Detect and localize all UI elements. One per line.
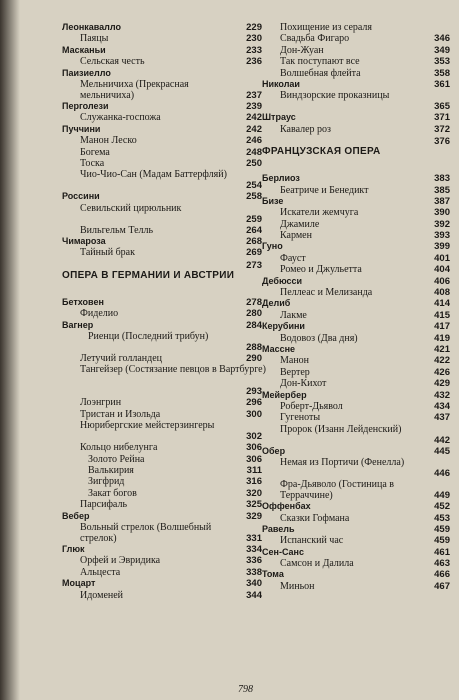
opera-entry <box>62 555 262 566</box>
entry-title: Волшебная флейта <box>280 67 361 79</box>
page-number: 798 <box>238 684 253 695</box>
entry-title: Николаи <box>262 78 300 89</box>
opera-entry <box>262 424 450 446</box>
entry-page-number: 320 <box>246 487 262 499</box>
composer-entry <box>62 320 262 331</box>
entry-title: Обер <box>262 445 286 456</box>
opera-entry <box>62 147 262 158</box>
entry-page-number: 230 <box>246 33 262 45</box>
composer-entry <box>262 569 450 580</box>
opera-entry <box>62 135 262 146</box>
composer-entry <box>262 390 450 401</box>
entry-page-number: 300 <box>246 408 262 420</box>
entry-title: Лоэнгрин <box>80 397 122 409</box>
composer-entry <box>262 547 450 558</box>
entry-title: ФРАНЦУЗСКАЯ ОПЕРА <box>262 146 381 158</box>
entry-page-number: 372 <box>434 123 450 135</box>
entry-page-number: 331 <box>246 532 262 544</box>
entry-page-number: 242 <box>246 112 262 124</box>
entry-title: Вагнер <box>62 319 94 330</box>
entry-title: Бизе <box>262 195 284 206</box>
opera-entry <box>262 287 450 298</box>
opera-entry <box>62 454 262 465</box>
entry-page-number: 288 <box>246 342 262 354</box>
entry-page-number: 269 <box>246 247 262 259</box>
opera-entry <box>62 590 262 601</box>
composer-entry <box>262 446 450 457</box>
entry-title: Тристан и Изольда <box>80 408 161 420</box>
opera-entry <box>62 169 262 191</box>
entry-title: Похищение из сераля <box>280 22 373 33</box>
entry-title: Тангейзер (Состязание певцов в Вартбурге) <box>80 364 266 376</box>
entry-title: Сен-Санс <box>262 546 304 557</box>
entry-title: Беатриче и Бенедикт <box>280 184 369 196</box>
entry-page-number: 467 <box>434 580 450 592</box>
entry-title: Вильгельм Телль <box>80 224 154 236</box>
opera-entry <box>262 310 450 321</box>
entry-title: Виндзорские проказницы <box>280 90 390 102</box>
entry-title: Пророк (Изанн Лейденский) <box>280 423 402 435</box>
entry-title: Мельничиха (Прекрасная мельничиха) <box>80 78 189 101</box>
entry-page-number: 239 <box>246 100 262 112</box>
entry-title: ОПЕРА В ГЕРМАНИИ И АВСТРИИ <box>62 269 235 281</box>
opera-entry <box>262 230 450 241</box>
entry-page-number: 233 <box>246 44 262 56</box>
entry-title: Масканьи <box>62 44 106 55</box>
entry-page-number: 376 <box>434 136 450 148</box>
entry-page-number: 417 <box>434 321 450 333</box>
opera-entry <box>62 203 262 225</box>
entry-title: Золото Рейна <box>88 453 145 465</box>
opera-entry <box>62 420 262 442</box>
composer-entry <box>62 124 262 135</box>
entry-page-number: 246 <box>246 135 262 147</box>
opera-entry <box>262 253 450 264</box>
composer-entry <box>62 68 262 79</box>
opera-entry <box>262 264 450 275</box>
composer-entry <box>262 501 450 512</box>
composer-entry <box>62 191 262 202</box>
entry-page-number: 459 <box>434 535 450 547</box>
entry-title: Валькирия <box>88 464 134 476</box>
composer-entry <box>262 241 450 252</box>
entry-title: Самсон и Далила <box>280 558 354 570</box>
entry-page-number: 306 <box>246 453 262 465</box>
entry-page-number: 258 <box>246 191 262 203</box>
opera-entry <box>62 112 262 123</box>
opera-entry <box>262 33 450 44</box>
entry-page-number: 461 <box>434 546 450 558</box>
entry-title: Манон Леско <box>80 135 137 147</box>
opera-entry <box>62 158 262 169</box>
entry-page-number: 306 <box>246 442 262 454</box>
entry-page-number: 426 <box>434 366 450 378</box>
opera-entry <box>62 465 262 476</box>
entry-title: Гугеноты <box>280 412 321 424</box>
entry-title: Альцеста <box>80 566 121 578</box>
entry-page-number: 302 <box>246 431 262 443</box>
entry-page-number: 371 <box>434 112 450 124</box>
opera-entry <box>262 90 450 112</box>
entry-page-number: 459 <box>434 523 450 535</box>
opera-entry <box>262 479 450 501</box>
entry-title: Перголези <box>62 100 109 111</box>
entry-page-number: 293 <box>246 386 262 398</box>
entry-page-number: 361 <box>434 78 450 90</box>
entry-page-number: 284 <box>246 319 262 331</box>
entry-title: Берлиоз <box>262 173 300 184</box>
entry-page-number: 446 <box>434 468 450 480</box>
entry-page-number: 237 <box>246 89 262 101</box>
entry-page-number: 349 <box>434 44 450 56</box>
entry-title: Моцарт <box>62 578 96 589</box>
entry-title: Сельская честь <box>80 56 145 68</box>
composer-entry <box>262 276 450 287</box>
composer-entry <box>62 544 262 555</box>
section-heading <box>262 135 450 173</box>
entry-page-number: 316 <box>246 476 262 488</box>
entry-title: Леонкавалло <box>62 22 121 32</box>
entry-page-number: 434 <box>434 400 450 412</box>
right-column <box>262 22 450 592</box>
opera-entry <box>262 68 450 79</box>
entry-page-number: 385 <box>434 184 450 196</box>
entry-title: Севильский цирюльник <box>80 202 182 214</box>
entry-page-number: 353 <box>434 56 450 68</box>
composer-entry <box>62 45 262 56</box>
entry-title: Тайный брак <box>80 247 135 259</box>
entry-page-number: 311 <box>246 464 262 476</box>
entry-title: Кармен <box>280 230 312 242</box>
entry-title: Немая из Портичи (Фенелла) <box>280 457 405 469</box>
composer-entry <box>62 511 262 522</box>
opera-entry <box>62 488 262 499</box>
opera-entry <box>62 79 262 101</box>
composer-entry <box>262 344 450 355</box>
entry-title: Штраус <box>262 112 296 123</box>
entry-title: Водовоз (Два дня) <box>280 332 358 344</box>
entry-title: Вертер <box>280 366 310 378</box>
entry-title: Вебер <box>62 510 90 521</box>
entry-title: Парсифаль <box>80 499 128 511</box>
entry-title: Служанка-госпожа <box>80 112 161 124</box>
entry-title: Искатели жемчуга <box>280 207 359 219</box>
entry-page-number: 452 <box>434 501 450 513</box>
opera-entry <box>262 401 450 412</box>
opera-entry <box>62 364 266 398</box>
entry-title: Испанский час <box>280 535 344 547</box>
entry-page-number: 329 <box>246 510 262 522</box>
entry-title: Манон <box>280 355 310 367</box>
opera-entry <box>62 499 262 510</box>
opera-entry <box>262 558 450 569</box>
entry-page-number: 334 <box>246 543 262 555</box>
entry-title: Фра-Дьяволо (Гостиница в Терраччине) <box>280 479 395 502</box>
opera-entry <box>62 33 262 44</box>
entry-title: Чимароза <box>62 236 106 247</box>
entry-title: Богема <box>80 146 110 158</box>
entry-title: Свадьба Фигаро <box>280 33 350 45</box>
entry-page-number: 365 <box>434 101 450 113</box>
entry-page-number: 437 <box>434 412 450 424</box>
opera-entry <box>62 522 262 544</box>
entry-title: Так поступают все <box>280 56 360 68</box>
entry-title: Лакме <box>280 309 307 321</box>
opera-entry <box>262 457 450 479</box>
opera-entry <box>262 45 450 56</box>
entry-title: Нюрибергские мейстерзингеры <box>80 420 215 432</box>
entry-page-number: 242 <box>246 123 262 135</box>
entry-page-number: 346 <box>434 33 450 45</box>
entry-title: Риенци (Последний трибун) <box>88 331 209 343</box>
opera-entry <box>262 513 450 524</box>
composer-entry <box>262 112 450 123</box>
entry-page-number: 273 <box>246 259 262 271</box>
entry-title: Тоска <box>80 157 105 169</box>
composer-entry <box>262 524 450 535</box>
entry-page-number: 248 <box>246 146 262 158</box>
entry-title: Идоменей <box>80 589 124 601</box>
opera-entry <box>262 581 450 592</box>
opera-entry <box>262 378 450 389</box>
entry-page-number: 429 <box>434 378 450 390</box>
entry-title: Керубини <box>262 321 305 332</box>
entry-title: Паяцы <box>80 33 109 45</box>
composer-entry <box>262 321 450 332</box>
entry-page-number: 466 <box>434 569 450 581</box>
entry-page-number: 268 <box>246 236 262 248</box>
entry-title: Кавалер роз <box>280 123 331 135</box>
left-column <box>62 22 266 601</box>
opera-entry <box>62 409 262 420</box>
entry-title: Делиб <box>262 298 291 309</box>
entry-title: Тома <box>262 569 284 580</box>
entry-page-number: 325 <box>246 499 262 511</box>
entry-page-number: 406 <box>434 275 450 287</box>
entry-page-number: 432 <box>434 389 450 401</box>
entry-title: Летучий голландец <box>80 353 162 365</box>
entry-page-number: 340 <box>246 578 262 590</box>
entry-page-number: 296 <box>246 397 262 409</box>
entry-title: Вольный стрелок (Волшебный стрелок) <box>80 521 212 544</box>
entry-page-number: 387 <box>434 195 450 207</box>
opera-entry <box>262 22 450 33</box>
entry-page-number: 401 <box>434 252 450 264</box>
entry-page-number: 236 <box>246 56 262 68</box>
entry-title: Миньон <box>280 580 315 592</box>
entry-title: Равель <box>262 523 295 534</box>
entry-page-number: 280 <box>246 308 262 320</box>
opera-entry <box>262 333 450 344</box>
opera-entry <box>262 535 450 546</box>
opera-entry <box>262 367 450 378</box>
entry-title: Дебюсси <box>262 275 303 286</box>
entry-title: Паизиелло <box>62 67 111 78</box>
entry-title: Оффенбах <box>262 501 311 512</box>
entry-title: Дон-Кихот <box>280 378 327 390</box>
entry-page-number: 419 <box>434 332 450 344</box>
entry-page-number: 358 <box>434 67 450 79</box>
composer-entry <box>62 236 262 247</box>
entry-page-number: 344 <box>246 589 262 601</box>
entry-page-number: 250 <box>246 157 262 169</box>
composer-entry <box>262 298 450 309</box>
composer-entry <box>62 578 262 589</box>
opera-entry <box>62 247 262 258</box>
entry-page-number: 338 <box>246 566 262 578</box>
opera-entry <box>262 185 450 196</box>
composer-entry <box>62 101 262 112</box>
entry-title: Орфей и Эвридика <box>80 555 161 567</box>
entry-page-number: 449 <box>434 490 450 502</box>
entry-title: Мейербер <box>262 389 307 400</box>
entry-page-number: 278 <box>246 296 262 308</box>
entry-page-number: 254 <box>246 180 262 192</box>
entry-title: Пеллеас и Мелизанда <box>280 287 373 299</box>
entry-title: Закат богов <box>88 487 137 499</box>
opera-entry <box>262 124 450 135</box>
entry-page-number: 414 <box>434 298 450 310</box>
entry-title: Гуно <box>262 241 283 252</box>
entry-title: Россини <box>62 191 100 202</box>
entry-title: Роберт-Дьявол <box>280 400 343 412</box>
composer-entry <box>62 22 262 33</box>
opera-entry <box>62 397 262 408</box>
opera-entry <box>62 225 262 236</box>
opera-entry <box>62 308 262 319</box>
section-heading <box>62 259 262 297</box>
opera-entry <box>62 442 262 453</box>
entry-page-number: 336 <box>246 555 262 567</box>
entry-title: Дон-Жуан <box>280 44 324 56</box>
composer-entry <box>262 173 450 184</box>
entry-page-number: 408 <box>434 287 450 299</box>
entry-page-number: 404 <box>434 264 450 276</box>
entry-title: Ромео и Джульетта <box>280 264 362 276</box>
opera-entry <box>62 56 262 67</box>
entry-page-number: 229 <box>246 22 262 33</box>
opera-entry <box>262 56 450 67</box>
composer-entry <box>262 196 450 207</box>
entry-title: Джамиле <box>280 218 320 230</box>
entry-title: Кольцо нибелунга <box>80 442 158 454</box>
composer-entry <box>62 297 262 308</box>
entry-title: Массне <box>262 343 296 354</box>
entry-title: Чио-Чио-Сан (Мадам Баттерфляй) <box>80 169 227 181</box>
entry-page-number: 421 <box>434 343 450 355</box>
entry-title: Зигфрид <box>88 476 125 488</box>
opera-entry <box>62 353 262 364</box>
opera-entry <box>262 412 450 423</box>
entry-page-number: 392 <box>434 218 450 230</box>
page-edge-shadow <box>0 0 20 700</box>
entry-page-number: 259 <box>246 213 262 225</box>
entry-page-number: 422 <box>434 355 450 367</box>
entry-page-number: 453 <box>434 512 450 524</box>
entry-page-number: 399 <box>434 241 450 253</box>
opera-entry <box>262 207 450 218</box>
entry-page-number: 415 <box>434 309 450 321</box>
entry-page-number: 390 <box>434 207 450 219</box>
entry-title: Сказки Гофмана <box>280 512 350 524</box>
entry-page-number: 442 <box>434 434 450 446</box>
opera-entry <box>62 567 262 578</box>
entry-page-number: 264 <box>246 224 262 236</box>
opera-entry <box>262 219 450 230</box>
entry-page-number: 445 <box>434 445 450 457</box>
entry-page-number: 290 <box>246 353 262 365</box>
entry-title: Фауст <box>280 252 306 264</box>
entry-page-number: 393 <box>434 230 450 242</box>
entry-page-number: 463 <box>434 558 450 570</box>
entry-title: Бетховен <box>62 296 104 307</box>
composer-entry <box>262 79 450 90</box>
entry-title: Глюк <box>62 543 85 554</box>
opera-entry <box>62 331 262 353</box>
entry-page-number: 383 <box>434 173 450 185</box>
opera-entry <box>262 355 450 366</box>
entry-title: Фиделио <box>80 308 119 320</box>
entry-title: Пуччини <box>62 123 101 134</box>
opera-entry <box>62 476 262 487</box>
